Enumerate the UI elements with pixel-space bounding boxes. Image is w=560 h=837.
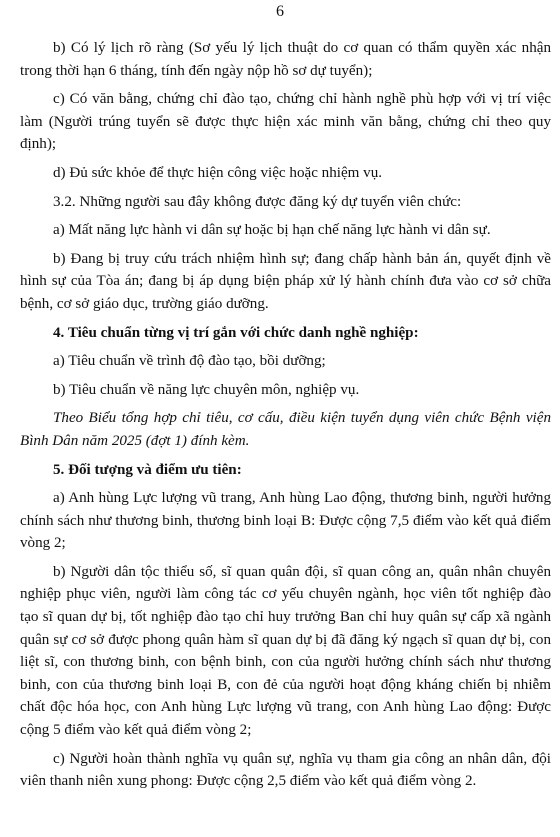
- paragraph-1b-background: b) Có lý lịch rõ ràng (Sơ yếu lý lịch thuật do cơ quan có thẩm quyền xác nhận trong thời hạn 6 tháng, tính đến ngày nộp hồ sơ dự tuyển);: [20, 40, 551, 79]
- paragraph-4a: a) Tiêu chuẩn về trình độ đào tạo, bồi dưỡng;: [53, 353, 326, 370]
- paragraph-5a: a) Anh hùng Lực lượng vũ trang, Anh hùng Lao động, thương binh, người hưởng chính sách như thương binh, thương binh loại B: Được cộng 7,5 điểm vào kết quả điểm vòng 2;: [20, 490, 551, 552]
- document-body: [20, 37, 551, 799]
- paragraph-3-2-ineligible: 3.2. Những người sau đây không được đăng ký dự tuyển viên chức:: [53, 193, 462, 210]
- paragraph-5b: b) Người dân tộc thiểu số, sĩ quan quân đội, sĩ quan công an, quân nhân chuyên nghiệp phục viên, người làm công tác cơ yếu chuyên ngành, học viên tốt nghiệp đào tạo sĩ quan dự bị, tốt nghiệp đào tạo chỉ huy trưởng Ban chỉ huy quân sự cấp xã ngành quân sự cơ sở được phong quân hàm sĩ quan dự bị đã đăng ký ngạch sĩ quan dự bị, con liệt sĩ, con thương binh, con bệnh binh, con của người hưởng chính sách như thương binh, con của thương binh loại B, con đẻ của người hoạt động kháng chiến bị nhiễm chất độc hóa học, con Anh hùng Lực lượng vũ trang, con Anh hùng Lao động: Được cộng 5 điểm vào kết quả điểm vòng 2;: [20, 563, 551, 739]
- paragraph-5c: c) Người hoàn thành nghĩa vụ quân sự, nghĩa vụ tham gia công an nhân dân, đội viên thanh niên xung phong: Được cộng 2,5 điểm vào kết quả điểm vòng 2.: [20, 750, 551, 790]
- page-number: 6: [276, 3, 284, 20]
- section-heading-4: 4. Tiêu chuẩn từng vị trí gắn với chức danh nghề nghiệp:: [53, 324, 419, 341]
- paragraph-3-2a: a) Mất năng lực hành vi dân sự hoặc bị hạn chế năng lực hành vi dân sự.: [53, 222, 491, 239]
- section-heading-5: 5. Đối tượng và điểm ưu tiên:: [53, 461, 242, 478]
- paragraph-3-2b: b) Đang bị truy cứu trách nhiệm hình sự; đang chấp hành bản án, quyết định về hình sự của Tòa án; đang bị áp dụng biện pháp xử lý hành chính đưa vào cơ sở chữa bệnh, cơ sở giáo dục, trường giáo dưỡng.: [20, 250, 551, 312]
- paragraph-4b: b) Tiêu chuẩn về năng lực chuyên môn, nghiệp vụ.: [53, 381, 360, 398]
- paragraph-1c-certificates: c) Có văn bằng, chứng chỉ đào tạo, chứng chỉ hành nghề phù hợp với vị trí việc làm (Người trúng tuyển sẽ được thực hiện xác minh văn bằng, chứng chỉ theo quy định);: [20, 91, 551, 153]
- paragraph-1d-health: d) Đủ sức khỏe để thực hiện công việc hoặc nhiệm vụ.: [53, 164, 383, 181]
- paragraph-attachment-note: Theo Biểu tổng hợp chỉ tiêu, cơ cấu, điều kiện tuyển dụng viên chức Bệnh viện Bình Dân năm 2025 (đợt 1) đính kèm.: [20, 410, 551, 449]
